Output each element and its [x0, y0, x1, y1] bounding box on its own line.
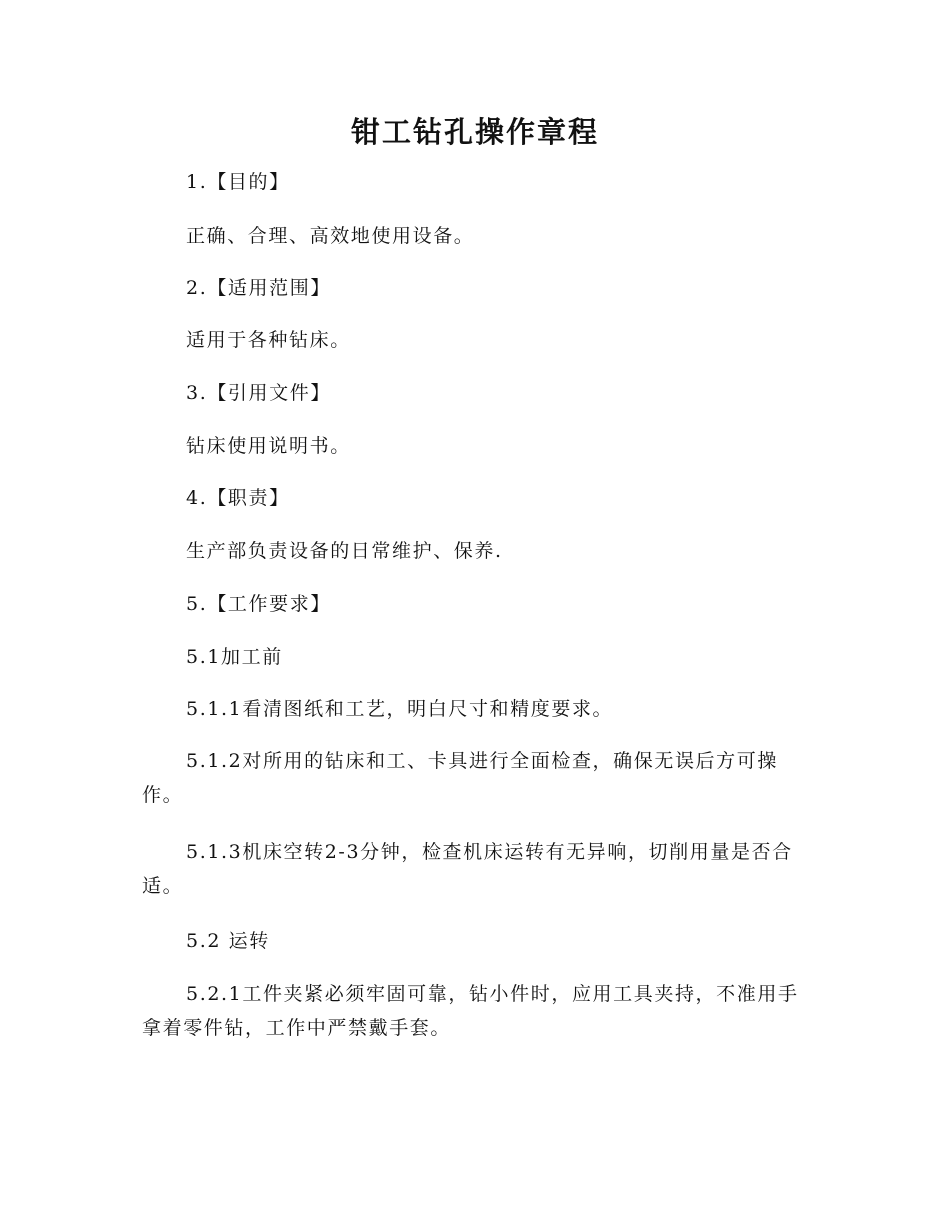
section-heading-references: 3.【引用文件】	[186, 382, 331, 404]
paragraph-5-2-1: 5.2.1工件夹紧必须牢固可靠，钻小件时，应用工具夹持，不准用手拿着零件钻，工作中严禁戴手套。	[142, 983, 799, 1039]
paragraph-5-1-1: 5.1.1看清图纸和工艺，明白尺寸和精度要求。	[186, 698, 614, 720]
paragraph-scope: 适用于各种钻床。	[186, 329, 351, 351]
paragraph-5-1-3: 5.1.3机床空转2-3分钟，检查机床运转有无异响，切削用量是否合适。	[142, 841, 793, 897]
section-heading-scope: 2.【适用范围】	[186, 277, 331, 299]
paragraph-purpose: 正确、合理、高效地使用设备。	[186, 225, 475, 247]
section-heading-requirements: 5.【工作要求】	[186, 593, 331, 615]
document-title: 钳工钻孔操作章程	[350, 115, 599, 149]
paragraph-references: 钻床使用说明书。	[186, 435, 351, 457]
section-heading-purpose: 1.【目的】	[186, 171, 290, 193]
subsection-before-machining: 5.1加工前	[186, 646, 283, 668]
section-heading-responsibilities: 4.【职责】	[186, 487, 290, 509]
paragraph-5-1-2: 5.1.2对所用的钻床和工、卡具进行全面检查，确保无误后方可操作。	[142, 750, 778, 806]
paragraph-responsibilities: 生产部负责设备的日常维护、保养.	[186, 540, 503, 562]
subsection-operation: 5.2 运转	[186, 930, 270, 952]
